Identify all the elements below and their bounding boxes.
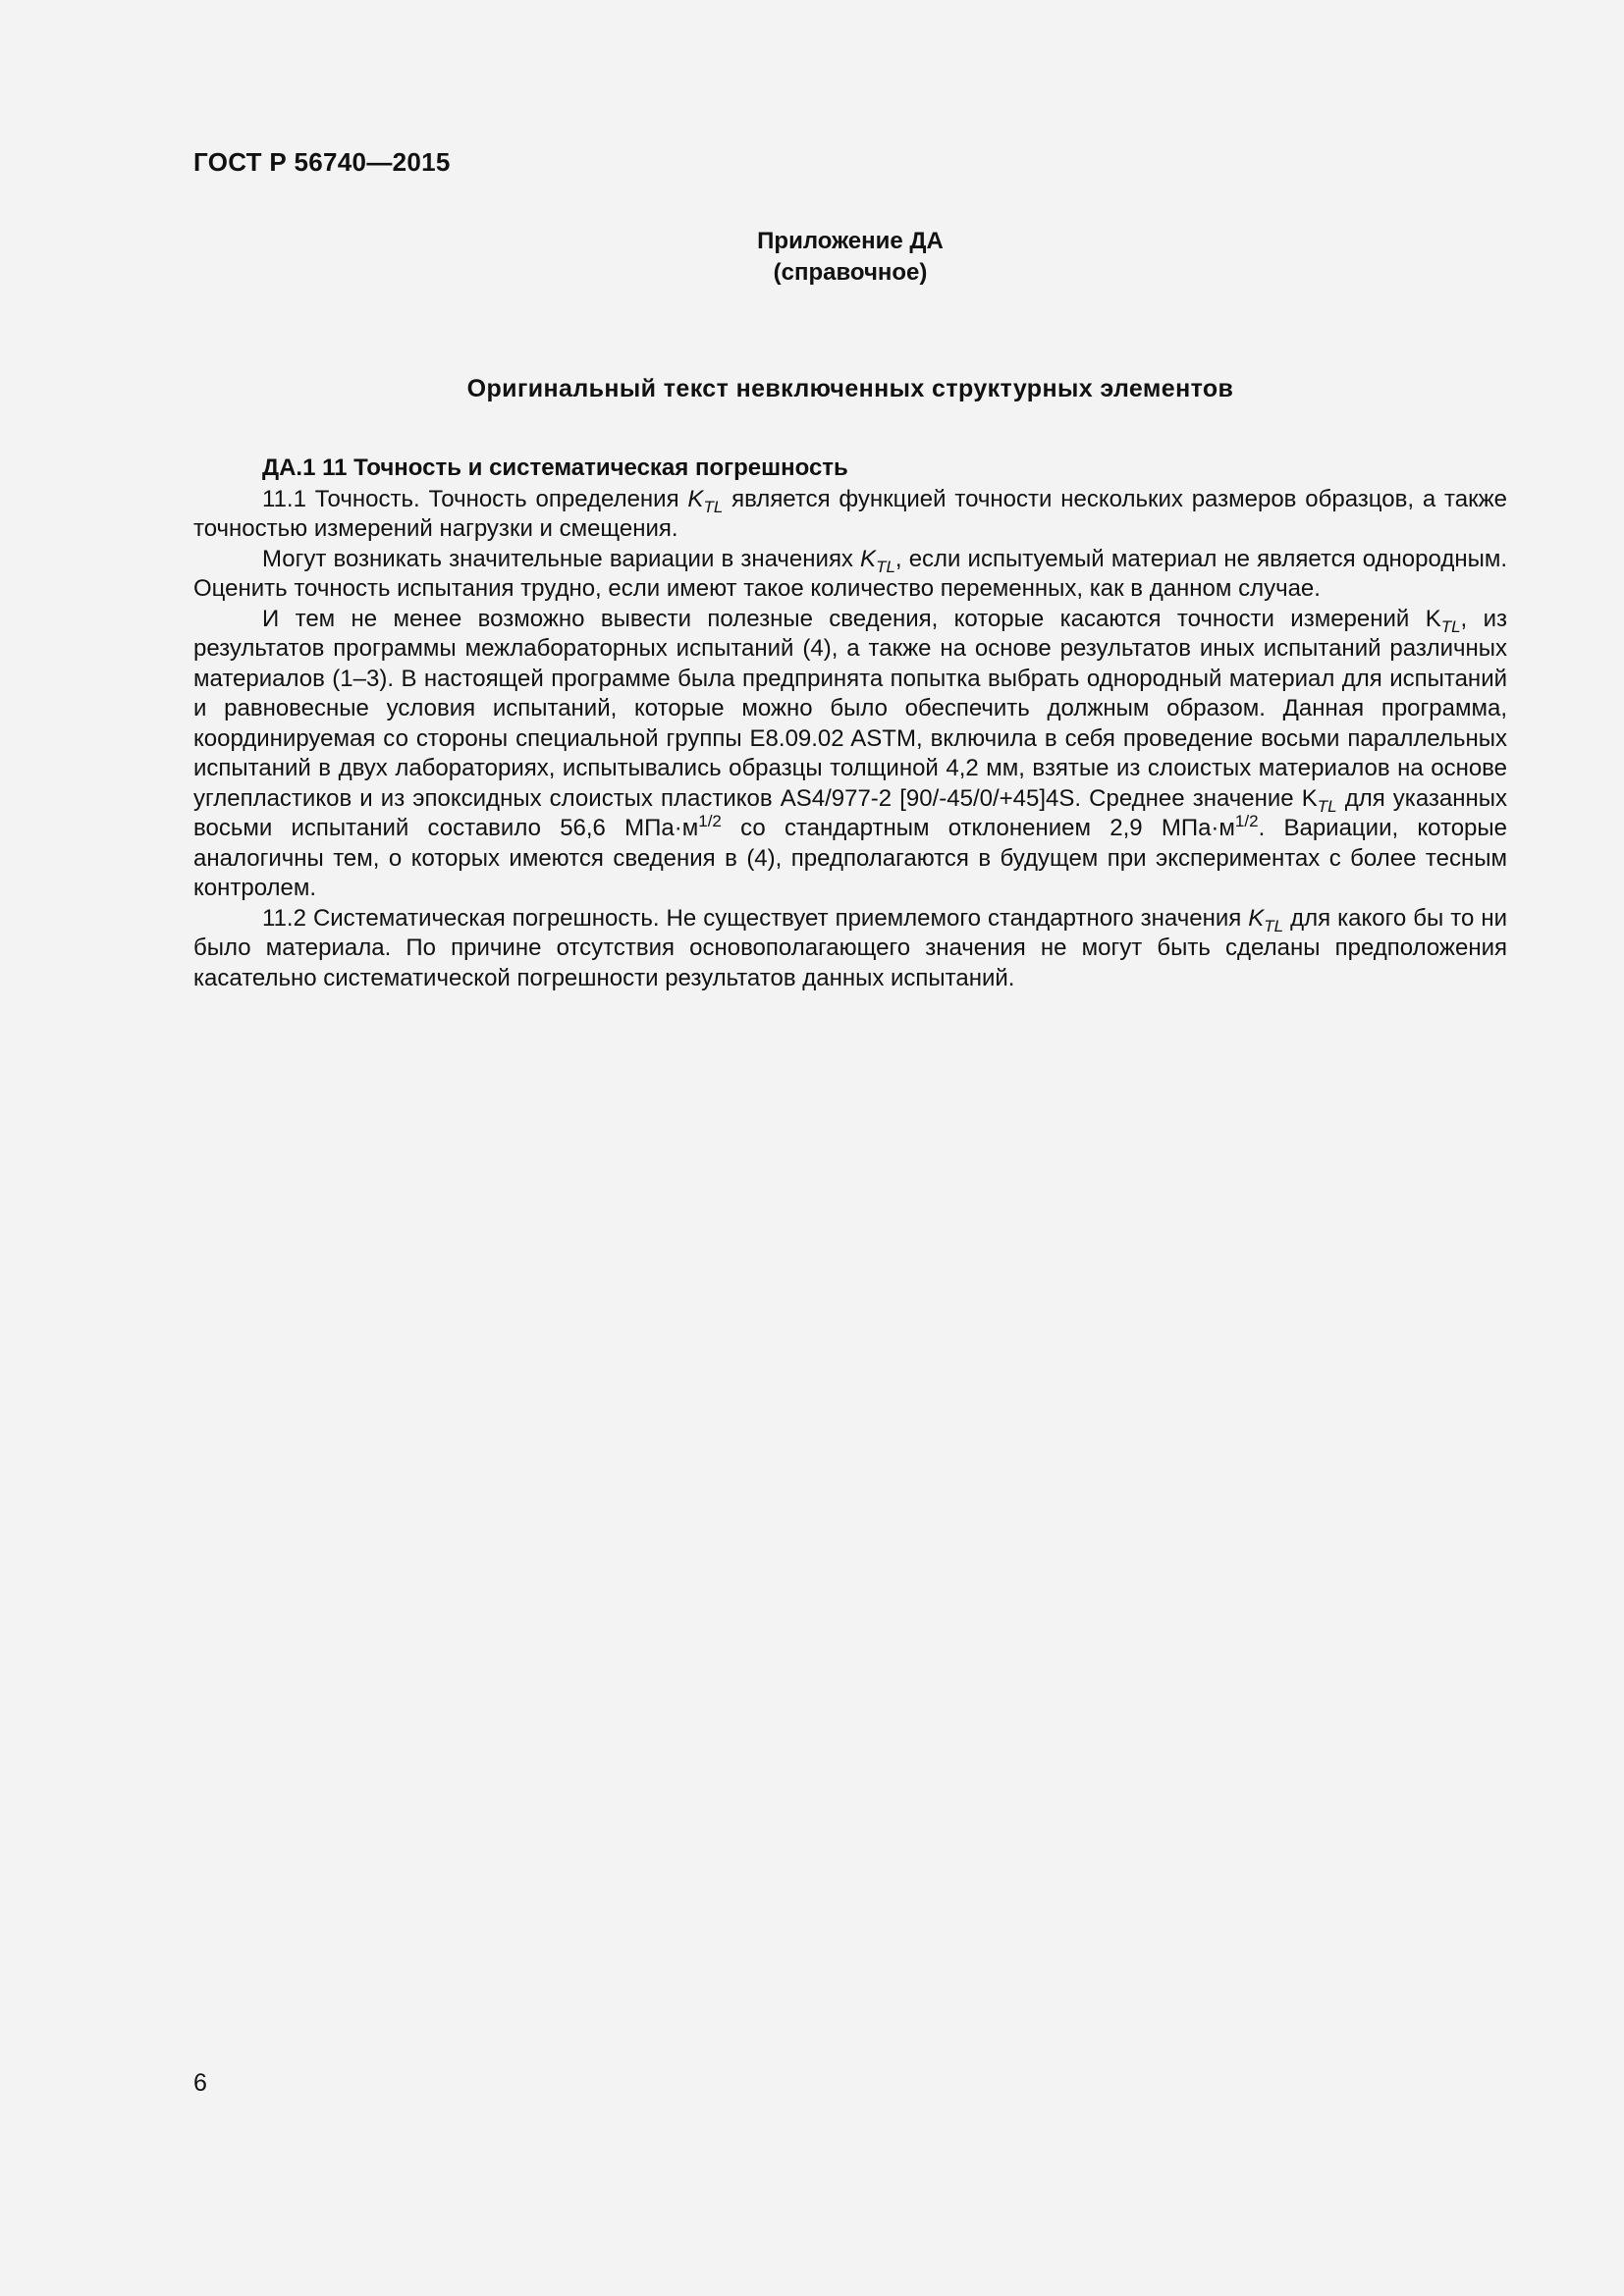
k-tl-symbol: $K_{TL}$ <box>1248 904 1284 935</box>
appendix-type: (справочное) <box>773 259 928 286</box>
paragraph-text: со стандартным отклонением 2,9 МПа·м <box>721 815 1235 841</box>
appendix-heading <box>193 226 1507 289</box>
paragraph-text: 11.1 Точность. Точность определения <box>262 485 688 512</box>
paragraph-text: является функцией точности нескольких размеров образцов, а также точностью измерений нагрузки и смещения. <box>193 485 1507 542</box>
paragraph-text: И тем не менее возможно вывести полезные сведения, которые касаются точности измерений <box>262 605 1426 632</box>
exponent: 1/2 <box>1234 812 1259 830</box>
k-tl-symbol: $K_{TL}$ <box>1301 784 1337 816</box>
paragraph-11-1 <box>193 485 1507 545</box>
paragraph-text: 11.2 Систематическая погрешность. Не существует приемлемого стандартного значения <box>262 904 1249 932</box>
section-heading: ДА.1 11 Точность и систематическая погрешность <box>262 454 848 481</box>
paragraph-text: . Вариации, которые аналогичны тем, о которых имеются сведения в (4), предполагаются в будущем при экспериментах с более тесным контролем. <box>193 815 1507 901</box>
k-tl-symbol: $K_{TL}$ <box>1425 605 1461 636</box>
document-body <box>193 454 1507 993</box>
appendix-label: Приложение ДА <box>757 228 944 254</box>
page-number: 6 <box>193 2069 207 2097</box>
paragraph-variations <box>193 545 1507 605</box>
paragraph-text: , если испытуемый материал не является однородным. Оценить точность испытания трудно, если имеют такое количество переменных, как в данном случае. <box>193 545 1507 602</box>
paragraph-text: , из результатов программы межлабораторных испытаний (4), а также на основе результатов иных испытаний различных материалов (1–3). В настоящей программе была предпринята попытка выбрать однородный материал для испытаний и равновесные условия испытаний, которые можно было обеспечить должным образом. Данная программа, координируемая со стороны специальной группы E8.09.02 ASTM, включила в себя проведение восьми параллельных испытаний в двух лабораториях, испытывались образцы толщиной 4,2 мм, взятые из слоистых материалов на основе углепластиков и из эпоксидных слоистых пластиков AS4/977-2 [90/-45/0/+45]4S. Среднее значение <box>193 605 1507 812</box>
paragraph-11-2 <box>193 904 1507 994</box>
exponent: 1/2 <box>698 812 722 830</box>
paragraph-text: для какого бы то ни было материала. По причине отсутствия основополагающего значения не могут быть сделаны предположения касательно систематической погрешности результатов данных испытаний. <box>193 904 1507 991</box>
k-tl-symbol: $K_{TL}$ <box>860 545 895 576</box>
document-code: ГОСТ Р 56740—2015 <box>193 147 451 177</box>
paragraph-text: Могут возникать значительные вариации в значениях <box>262 545 861 572</box>
page-title: Оригинальный текст невключенных структурных элементов <box>466 375 1234 402</box>
paragraph-text: для указанных восьми испытаний составило 56,6 МПа·м <box>193 784 1508 841</box>
paragraph-interlab <box>193 605 1507 904</box>
k-tl-symbol: $K_{TL}$ <box>687 485 724 516</box>
